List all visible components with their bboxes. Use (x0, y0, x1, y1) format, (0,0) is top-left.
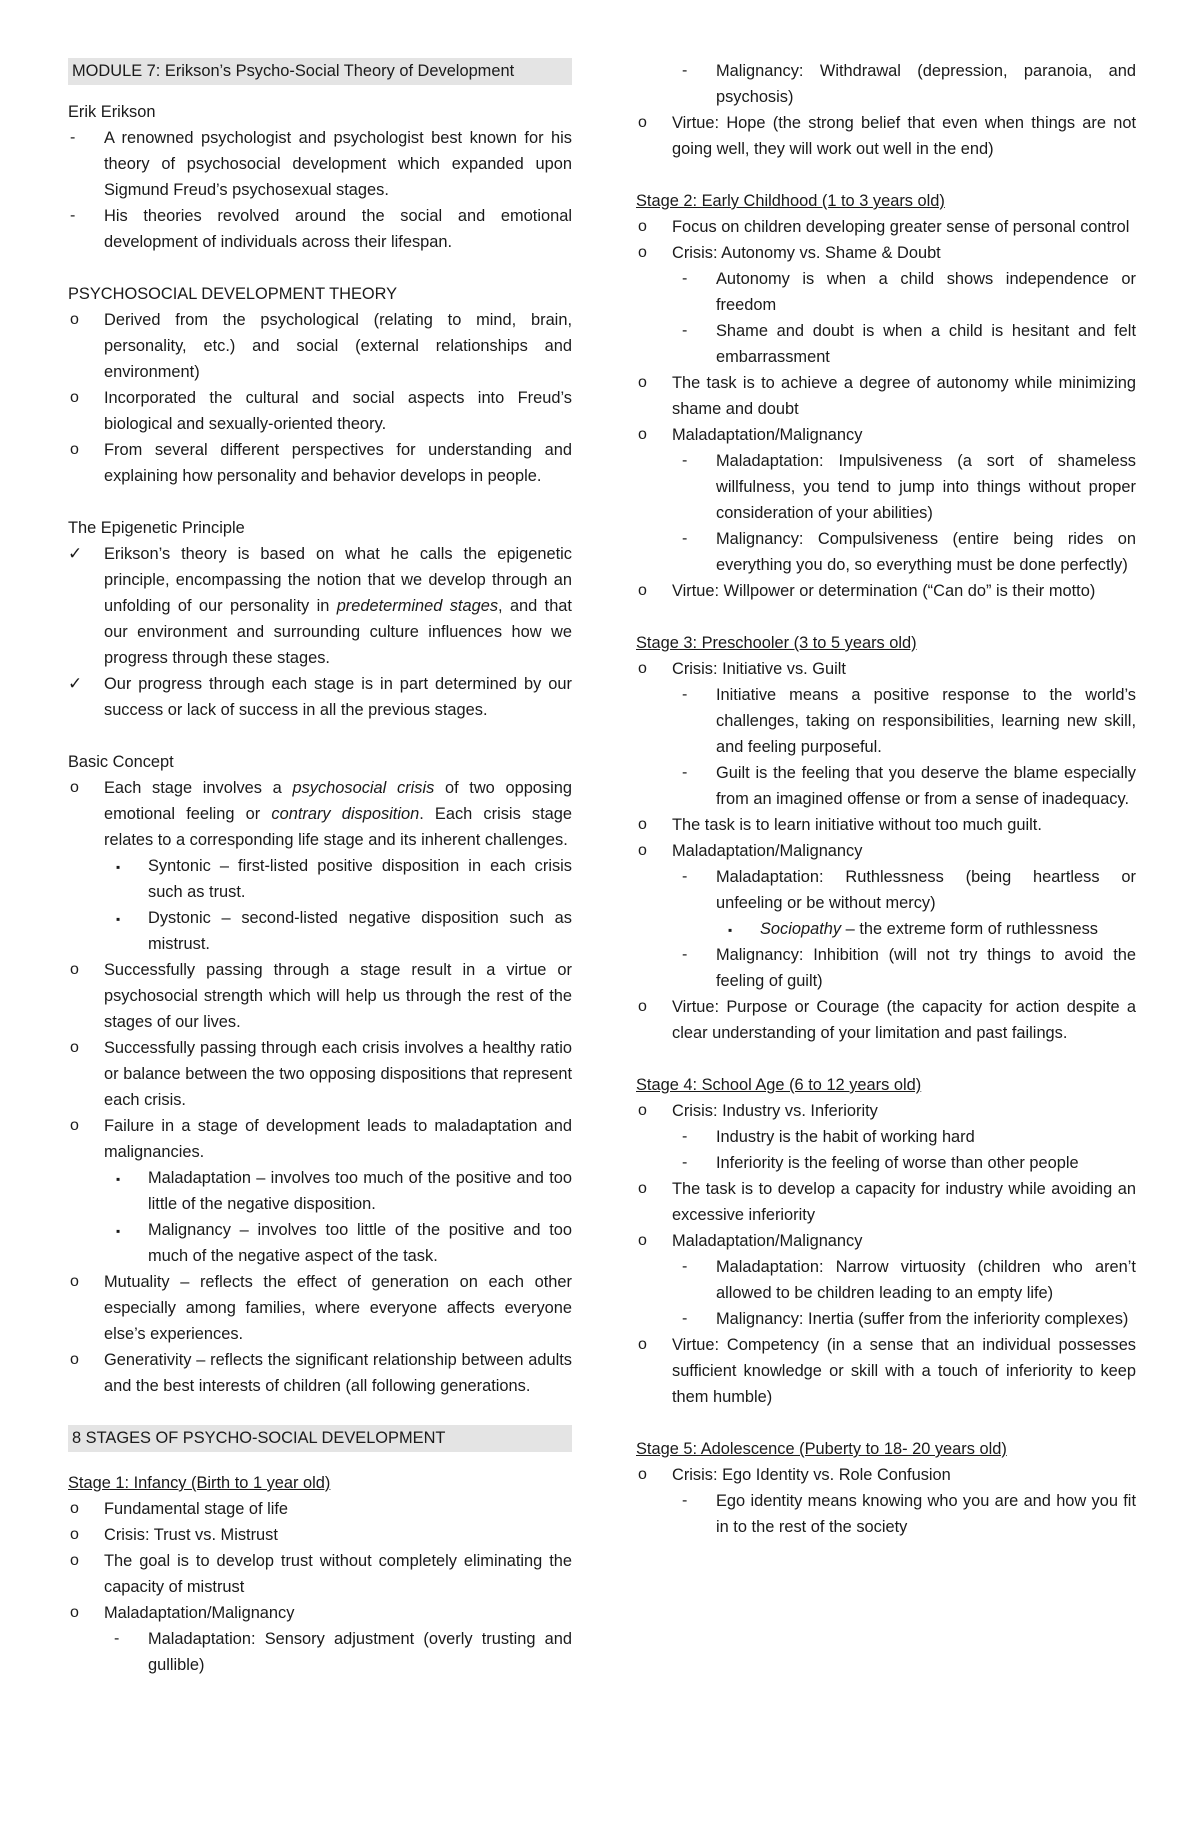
stage5-title: Stage 5: Adolescence (Puberty to 18- 20 years old) (636, 1440, 1007, 1458)
right-column (636, 58, 1136, 1540)
list-item: - Malignancy: Inertia (suffer from the inferiority complexes) (682, 1310, 1129, 1328)
list-item: o Failure in a stage of development leads to maladaptation and malignancies. (70, 1117, 572, 1161)
list-item: o Maladaptation/Malignancy (638, 842, 863, 860)
list-item: o The goal is to develop trust without completely eliminating the capacity of mistrust (70, 1552, 572, 1596)
list-item: o Generativity – reflects the significant relationship between adults and the best interests of children (all following generations. (70, 1351, 572, 1395)
list-item: o Virtue: Hope (the strong belief that even when things are not going well, they will work out well in the end) (638, 114, 1136, 158)
erik-heading: Erik Erikson (68, 103, 156, 121)
list-item: o Mutuality – reflects the effect of generation on each other especially among families, where everyone affects everyone else’s experiences. (70, 1273, 572, 1343)
list-item: - Malignancy: Inhibition (will not try things to avoid the feeling of guilt) (682, 946, 1136, 990)
list-item: o Maladaptation/Malignancy (638, 1232, 863, 1250)
list-item: o Crisis: Trust vs. Mistrust (70, 1526, 278, 1544)
list-item: - Malignancy: Compulsiveness (entire being rides on everything you do, so everything must be done perfectly) (682, 530, 1136, 574)
list-item: - Maladaptation: Ruthlessness (being heartless or unfeeling or be without mercy) (682, 868, 1136, 912)
list-item: - Inferiority is the feeling of worse than other people (682, 1154, 1079, 1172)
list-item: o Crisis: Initiative vs. Guilt (638, 660, 846, 678)
check-icon: ✓ (68, 674, 83, 693)
list-item: o Crisis: Ego Identity vs. Role Confusion (638, 1466, 951, 1484)
list-item: - Malignancy: Withdrawal (depression, paranoia, and psychosis) (682, 62, 1136, 106)
list-item: - Initiative means a positive response to the world’s challenges, taking on responsibilities, learning new skill, and feeling purposeful. (682, 686, 1136, 756)
list-item: - Maladaptation: Impulsiveness (a sort of shameless willfulness, you tend to jump into things without proper consideration of your abilities) (682, 452, 1136, 522)
list-item: o Focus on children developing greater sense of personal control (638, 218, 1130, 236)
list-item: o The task is to achieve a degree of autonomy while minimizing shame and doubt (638, 374, 1136, 418)
list-item: o Each stage involves a psychosocial crisis of two opposing emotional feeling or contrary disposition. Each crisis stage relates to a corresponding life stage and its inherent challenges. (70, 779, 573, 849)
check-icon: ✓ (68, 544, 83, 563)
stage4-title: Stage 4: School Age (6 to 12 years old) (636, 1076, 922, 1094)
list-item: ✓ Our progress through each stage is in part determined by our success or lack of success in all the previous stages. (68, 671, 572, 723)
stages-banner: 8 STAGES OF PSYCHO-SOCIAL DEVELOPMENT (68, 1425, 572, 1452)
list-item: - His theories revolved around the social and emotional development of individuals across their lifespan. (70, 207, 572, 251)
list-item: o Derived from the psychological (relating to mind, brain, personality, etc.) and social (external relationships and environment) (70, 311, 572, 381)
list-item: o Successfully passing through a stage result in a virtue or psychosocial strength which will help us through the rest of the stages of our lives. (70, 961, 572, 1031)
list-item: o Crisis: Autonomy vs. Shame & Doubt (638, 244, 941, 262)
list-item: o Incorporated the cultural and social aspects into Freud’s biological and sexually-oriented theory. (70, 389, 572, 433)
list-item: o Maladaptation/Malignancy (638, 426, 863, 444)
list-item: ▪ Maladaptation – involves too much of the positive and too little of the negative disposition. (116, 1169, 572, 1213)
list-item: o Virtue: Purpose or Courage (the capacity for action despite a clear understanding of your limitation and past failings. (638, 998, 1136, 1042)
list-item: - Guilt is the feeling that you deserve the blame especially from an imagined offense or from a sense of inadequacy. (682, 764, 1136, 808)
stage1-title: Stage 1: Infancy (Birth to 1 year old) (68, 1474, 331, 1492)
list-item: ▪ Dystonic – second-listed negative disposition such as mistrust. (116, 909, 572, 953)
list-item: - Autonomy is when a child shows independence or freedom (682, 270, 1136, 314)
left-column (68, 58, 572, 1678)
psd-heading: PSYCHOSOCIAL DEVELOPMENT THEORY (68, 285, 398, 303)
list-item: - Maladaptation: Narrow virtuosity (children who aren’t allowed to be children leading to an empty life) (682, 1258, 1136, 1302)
stage3-title: Stage 3: Preschooler (3 to 5 years old) (636, 634, 917, 652)
list-item: o Virtue: Competency (in a sense that an individual possesses sufficient knowledge or skill with a touch of inferiority to keep them humble) (638, 1336, 1136, 1406)
basic-heading: Basic Concept (68, 753, 174, 771)
list-item: ✓ Erikson’s theory is based on what he calls the epigenetic principle, encompassing the notion that we develop through an unfolding of our personality in predetermined stages, and that our environment and surrounding culture influences how we progress through these stages. (68, 541, 572, 671)
list-item: ▪ Malignancy – involves too little of the positive and too much of the negative aspect of the task. (116, 1221, 572, 1265)
list-item: o Maladaptation/Malignancy (70, 1604, 295, 1622)
module-title: MODULE 7: Erikson’s Psycho-Social Theory of Development (68, 58, 572, 85)
list-item: o From several different perspectives for understanding and explaining how personality and behavior develops in people. (70, 441, 572, 485)
list-item: - A renowned psychologist and psychologist best known for his theory of psychosocial development which expanded upon Sigmund Freud’s psychosexual stages. (70, 129, 572, 199)
list-item: o Successfully passing through each crisis involves a healthy ratio or balance between the two opposing dispositions that represent each crisis. (70, 1039, 572, 1109)
list-item: - Industry is the habit of working hard (682, 1128, 975, 1146)
list-item: ▪ Sociopathy – the extreme form of ruthlessness (728, 920, 1099, 938)
epigenetic-heading: The Epigenetic Principle (68, 519, 245, 537)
list-item: o Crisis: Industry vs. Inferiority (638, 1102, 878, 1120)
list-item: ▪ Syntonic – first-listed positive disposition in each crisis such as trust. (116, 857, 572, 901)
list-item: - Maladaptation: Sensory adjustment (overly trusting and gullible) (114, 1630, 572, 1674)
list-item: o Fundamental stage of life (70, 1500, 289, 1518)
list-item: o The task is to develop a capacity for industry while avoiding an excessive inferiority (638, 1180, 1136, 1224)
list-item: - Ego identity means knowing who you are and how you fit in to the rest of the society (682, 1492, 1136, 1536)
list-item: o Virtue: Willpower or determination (“Can do” is their motto) (638, 582, 1096, 600)
list-item: o The task is to learn initiative without too much guilt. (638, 816, 1042, 834)
stage2-title: Stage 2: Early Childhood (1 to 3 years old) (636, 192, 945, 210)
list-item: - Shame and doubt is when a child is hesitant and felt embarrassment (682, 322, 1136, 366)
